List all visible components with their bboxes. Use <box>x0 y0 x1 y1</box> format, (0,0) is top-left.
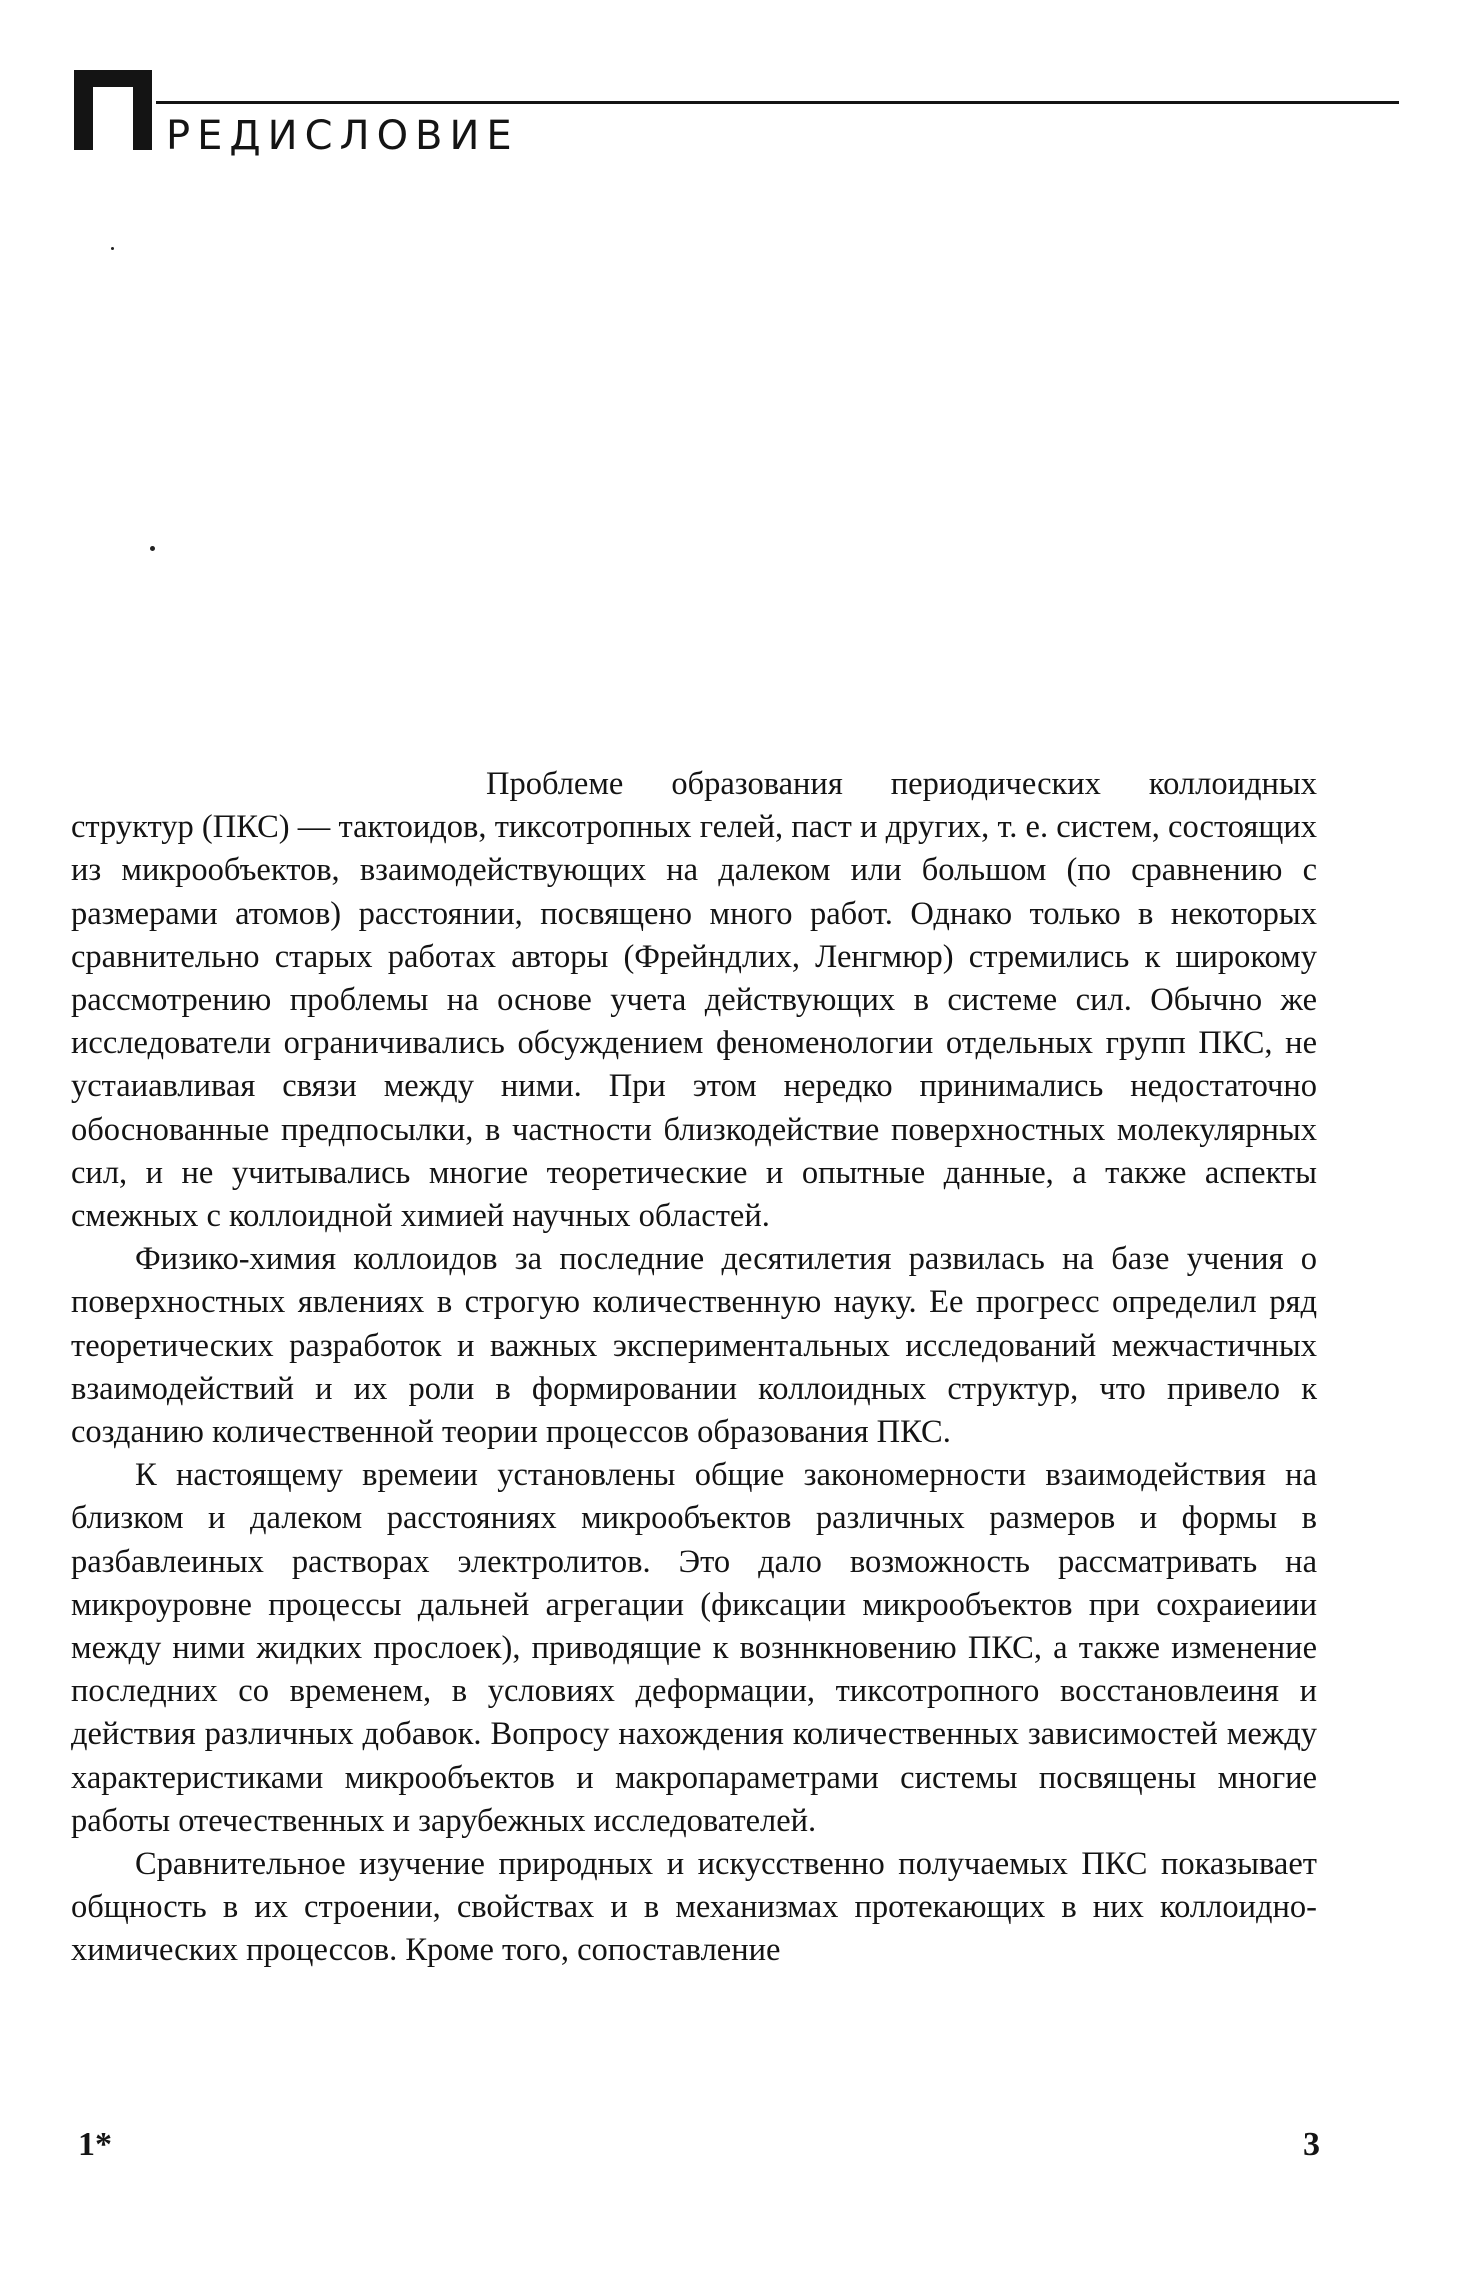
paragraph: Сравнительное изучение природных и искусственно получаемых ПКС показывает общность в их строении, свойствах и в механизмах протекающих в них коллоидно-химических процессов. Кроме того, сопоставление <box>71 1846 1317 1969</box>
print-speck <box>111 247 114 250</box>
print-speck <box>150 546 155 551</box>
paragraph: Проблеме образования периодических коллоидных структур (ПКС) — тактоидов, тиксотропных гелей, паст и других, т. е. систем, состоящих из микрообъектов, взаимодействующих на далеком или большом (по сравнению с размерами атомов) расстоянии, посвящено много работ. Однако только в некоторых сравнительно старых работах авторы (Фрейндлих, Ленгмюр) стремились к широкому рассмотрению проблемы на основе учета действующих в системе сил. Обычно же исследователи ограничивались обсуждением феноменологии отдельных групп ПКС, не устаиавливая связи между ними. При этом нередко принимались недостаточно обоснованные предпосылки, в частности близкодействие поверхностных молекулярных сил, и не учитывались многие теоретические и опытные данные, а также аспекты смежных с коллоидной химией научных областей. <box>71 766 1317 1235</box>
page-number: 3 <box>1303 2126 1320 2163</box>
heading-initial-letter <box>74 70 75 71</box>
heading-initial <box>74 70 152 150</box>
chapter-heading <box>74 70 1314 180</box>
body-text <box>71 763 1317 1973</box>
page-footer <box>78 2126 1320 2176</box>
signature-mark: 1* <box>78 2126 112 2163</box>
heading-title: РЕДИСЛОВИЕ <box>166 113 519 159</box>
paragraph: Физико-химия коллоидов за последние десятилетия развилась на базе учения о поверхностных явлениях в строгую количественную науку. Ее прогресс определил ряд теоретических разработок и важных экспериментальных исследований межчастичных взаимодействий и их роли в формировании коллоидных структур, что привело к созданию количественной теории процессов образования ПКС. <box>71 1241 1317 1451</box>
paragraph: К настоящему времеии установлены общие закономерности взаимодействия на близком и далеком расстояниях микрообъектов различных размеров и формы в разбавлеиных растворах электролитов. Это дало возможность рассматривать на микроуровне процессы дальней агрегации (фиксации микрообъектов при сохраиеиии между ними жидких прослоек), приводящие к возннкновению ПКС, а также изменение последних со временем, в условиях деформации, тиксотропного восстановлеиня и действия различных добавок. Вопросу нахождения количественных зависимостей между характеристиками микрообъектов и макропараметрами системы посвящены многие работы отечественных и зарубежных исследователей. <box>71 1457 1317 1839</box>
heading-rule <box>156 101 1399 104</box>
